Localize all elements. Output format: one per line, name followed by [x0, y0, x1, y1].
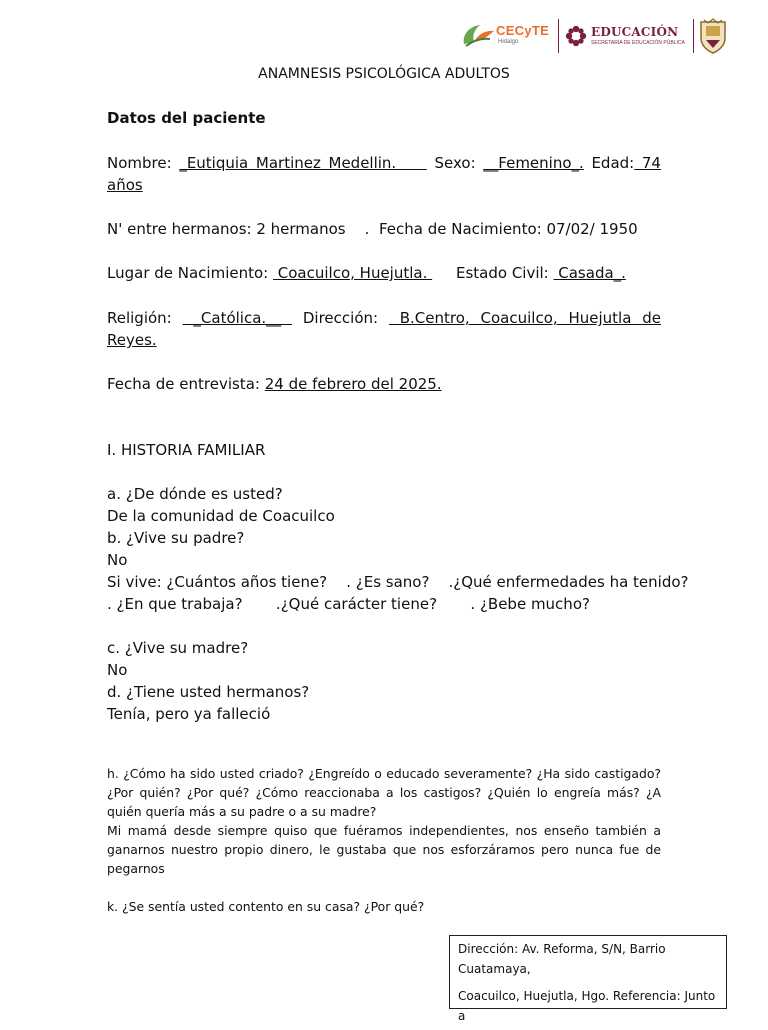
question-c: c. ¿Vive su madre? — [107, 639, 249, 657]
civil-status-label: Estado Civil: — [455, 264, 554, 282]
question-d: d. ¿Tiene usted hermanos? — [107, 683, 310, 701]
name-value: _Eutiquia Martinez Medellin. — [179, 154, 427, 172]
answer-c: No — [107, 661, 128, 679]
sex-value: __Femenino_. — [483, 154, 584, 172]
flower-icon — [564, 24, 588, 48]
question-b-followup-2: . ¿En que trabaja? .¿Qué carácter tiene? . ¿Bebe mucho? — [107, 595, 590, 613]
educacion-logo — [564, 20, 690, 52]
answer-b: No — [107, 551, 128, 569]
logo-divider — [693, 19, 694, 53]
educacion-logo-subtext: SECRETARÍA DE EDUCACIÓN PÚBLICA — [591, 40, 685, 46]
age-value: 74 — [634, 154, 661, 172]
header-logos — [458, 16, 728, 56]
age-label: Edad: — [591, 154, 635, 172]
birthplace-civil-line — [107, 262, 661, 284]
civil-status-value: Casada_. — [553, 264, 626, 282]
birthplace-label: Lugar de Nacimiento: — [107, 264, 273, 282]
state-seal-icon — [698, 18, 728, 54]
cecyte-logo-text: CECyTE — [496, 23, 550, 38]
religion-address-row — [107, 307, 661, 329]
interview-date-value: 24 de febrero del 2025. — [264, 375, 442, 393]
patient-name-line — [107, 152, 661, 196]
cecyte-logo — [458, 18, 554, 54]
address-value-continued: Reyes. — [107, 331, 157, 349]
family-history-block-2 — [107, 637, 661, 725]
section-heading-patient: Datos del paciente — [107, 109, 266, 127]
address-box-line-2: Coacuilco, Huejutla, Hgo. Referencia: Junto a — [458, 989, 716, 1023]
section-heading-family: I. HISTORIA FAMILIAR — [107, 441, 266, 459]
interview-date-label: Fecha de entrevista: — [107, 375, 265, 393]
question-h: h. ¿Cómo ha sido usted criado? ¿Engreído o educado severamente? ¿Ha sido castigado? ¿Por quién? ¿Por qué? ¿Cómo reaccionaba a los castigos? ¿Quién lo engreía más? ¿A quién quería más a su padre o a su madre? — [107, 766, 661, 819]
family-history-block — [107, 483, 689, 615]
question-a: a. ¿De dónde es usted? — [107, 485, 283, 503]
question-k: k. ¿Se sentía usted contento en su casa? ¿Por qué? — [107, 899, 425, 914]
address-text-box — [449, 935, 727, 1023]
question-b-followup: Si vive: ¿Cuántos años tiene? . ¿Es sano? .¿Qué enfermedades ha tenido? — [107, 573, 689, 591]
address-box-line-1: Dirección: Av. Reforma, S/N, Barrio Cuatamaya, — [458, 942, 666, 976]
question-b: b. ¿Vive su padre? — [107, 529, 245, 547]
answer-d: Tenía, pero ya falleció — [107, 705, 271, 723]
sex-label: Sexo: — [434, 154, 484, 172]
answer-h: Mi mamá desde siempre quiso que fuéramos independientes, nos enseño también a ganarnos nuestro propio dinero, le gustaba que nos esforzáramos pero nunca fue de pegarnos — [107, 823, 661, 876]
religion-address-line — [107, 307, 661, 351]
educacion-logo-text: EDUCACIÓN — [591, 25, 679, 39]
interview-date-line — [107, 373, 661, 395]
document-title: ANAMNESIS PSICOLÓGICA ADULTOS — [258, 66, 510, 82]
name-sex-age-row — [107, 152, 661, 174]
answer-a: De la comunidad de Coacuilco — [107, 507, 335, 525]
siblings-birthdate-line: N' entre hermanos: 2 hermanos . Fecha de Nacimiento: 07/02/ 1950 — [107, 220, 638, 238]
cecyte-logo-subtext: Hidalgo — [498, 39, 519, 45]
age-value-continued: años — [107, 176, 143, 194]
leaf-icon — [460, 22, 496, 50]
religion-value: _Católica.__ — [182, 309, 293, 327]
address-value: B.Centro, Coacuilco, Huejutla de — [388, 309, 661, 327]
birthplace-value: Coacuilco, Huejutla. — [273, 264, 433, 282]
religion-label: Religión: — [107, 309, 183, 327]
name-label: Nombre: — [107, 154, 180, 172]
address-label: Dirección: — [302, 309, 389, 327]
logo-divider — [558, 19, 559, 53]
